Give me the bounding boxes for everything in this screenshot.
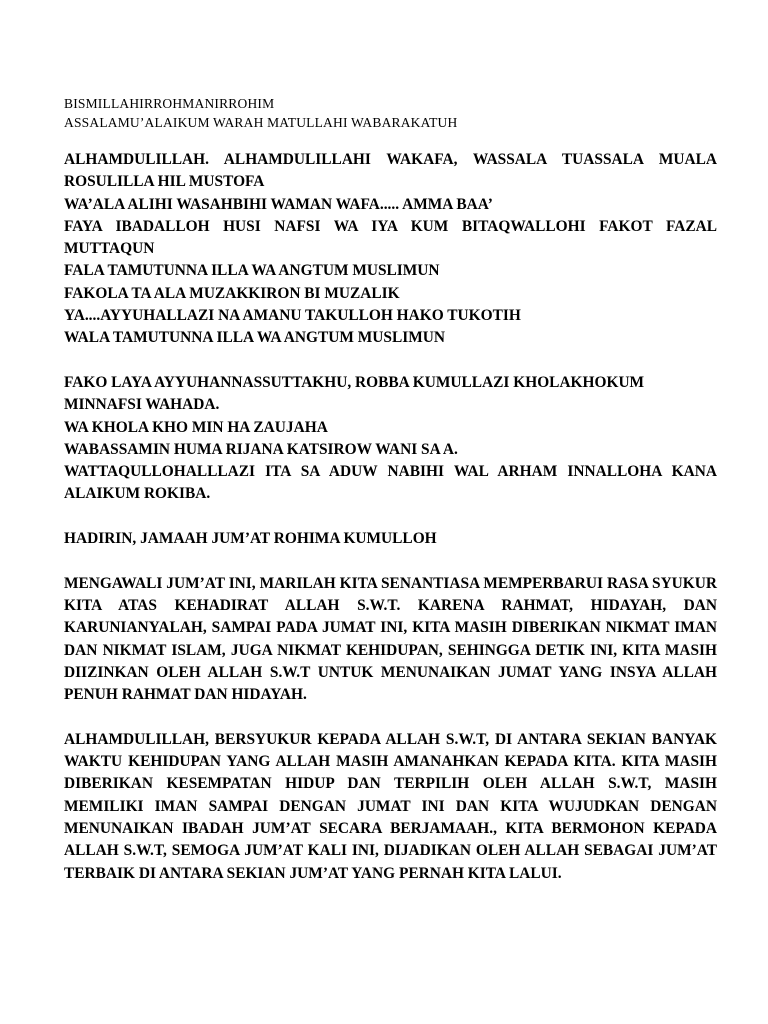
- salam-line: ASSALAMU’ALAIKUM WARAH MATULLAHI WABARAKATUH: [64, 115, 458, 130]
- fako-paragraph: [64, 372, 717, 506]
- hadirin-heading: HADIRIN, JAMAAH JUM’AT ROHIMA KUMULLOH: [64, 530, 437, 548]
- opening-line-7: WALA TAMUTUNNA ILLA WA ANGTUM MUSLIMUN: [64, 329, 445, 347]
- fako-line-4: WATTAQULLOHALLLAZI ITA SA ADUW NABIHI WAL ARHAM INNALLOHA KANA ALAIKUM ROKIBA.: [64, 463, 717, 503]
- mengawali-paragraph: MENGAWALI JUM’AT INI, MARILAH KITA SENANTIASA MEMPERBARUI RASA SYUKUR KITA ATAS KEHADIRAT ALLAH S.W.T. KARENA RAHMAT, HIDAYAH, DAN KARUNIANYALAH, SAMPAI PADA JUMAT INI, KITA MASIH DIBERIKAN NIKMAT IMAN DAN NIKMAT ISLAM, JUGA NIKMAT KEHIDUPAN, SEHINGGA DETIK INI, KITA MASIH DIIZINKAN OLEH ALLAH S.W.T UNTUK MENUNAIKAN JUMAT YANG INSYA ALLAH PENUH RAHMAT DAN HIDAYAH.: [64, 574, 717, 704]
- opening-line-2: WA’ALA ALIHI WASAHBIHI WAMAN WAFA..... AMMA BAA’: [64, 195, 493, 213]
- bismillah-line: BISMILLAHIRROHMANIRROHIM: [64, 96, 275, 111]
- alhamdulillah-paragraph: ALHAMDULILLAH, BERSYUKUR KEPADA ALLAH S.W.T, DI ANTARA SEKIAN BANYAK WAKTU KEHIDUPAN YANG ALLAH MASIH AMANAHKAN KEPADA KITA. KITA MASIH DIBERIKAN KESEMPATAN HIDUP DAN TERPILIH OLEH ALLAH S.W.T, MASIH MEMILIKI IMAN SAMPAI DENGAN JUMAT INI DAN KITA WUJUDKAN DENGAN MENUNAIKAN IBADAH JUM’AT SECARA BERJAMAAH., KITA BERMOHON KEPADA ALLAH S.W.T, SEMOGA JUM’AT KALI INI, DIJADIKAN OLEH ALLAH SEBAGAI JUM’AT TERBAIK DI ANTARA SEKIAN JUM’AT YANG PERNAH KITA LALUI.: [64, 730, 717, 882]
- document-page: [64, 94, 717, 885]
- fako-line-3: WABASSAMIN HUMA RIJANA KATSIROW WANI SA A.: [64, 440, 458, 458]
- opening-line-3: FAYA IBADALLOH HUSI NAFSI WA IYA KUM BITAQWALLOHI FAKOT FAZAL MUTTAQUN: [64, 217, 717, 258]
- opening-line-4: FALA TAMUTUNNA ILLA WA ANGTUM MUSLIMUN: [64, 262, 440, 280]
- opening-paragraph: [64, 149, 717, 350]
- opening-line-1: ALHAMDULILLAH. ALHAMDULILLAHI WAKAFA, WASSALA TUASSALA MUALA ROSULILLA HIL MUSTOFA: [64, 151, 717, 191]
- opening-line-5: FAKOLA TA ALA MUZAKKIRON BI MUZALIK: [64, 284, 400, 302]
- opening-line-6: YA....AYYUHALLAZI NA AMANU TAKULLOH HAKO TUKOTIH: [64, 307, 521, 325]
- fako-line-1: FAKO LAYA AYYUHANNASSUTTAKHU, ROBBA KUMULLAZI KHOLAKHOKUM MINNAFSI WAHADA.: [64, 373, 645, 414]
- document-header: [64, 94, 717, 132]
- fako-line-2: WA KHOLA KHO MIN HA ZAUJAHA: [64, 418, 328, 436]
